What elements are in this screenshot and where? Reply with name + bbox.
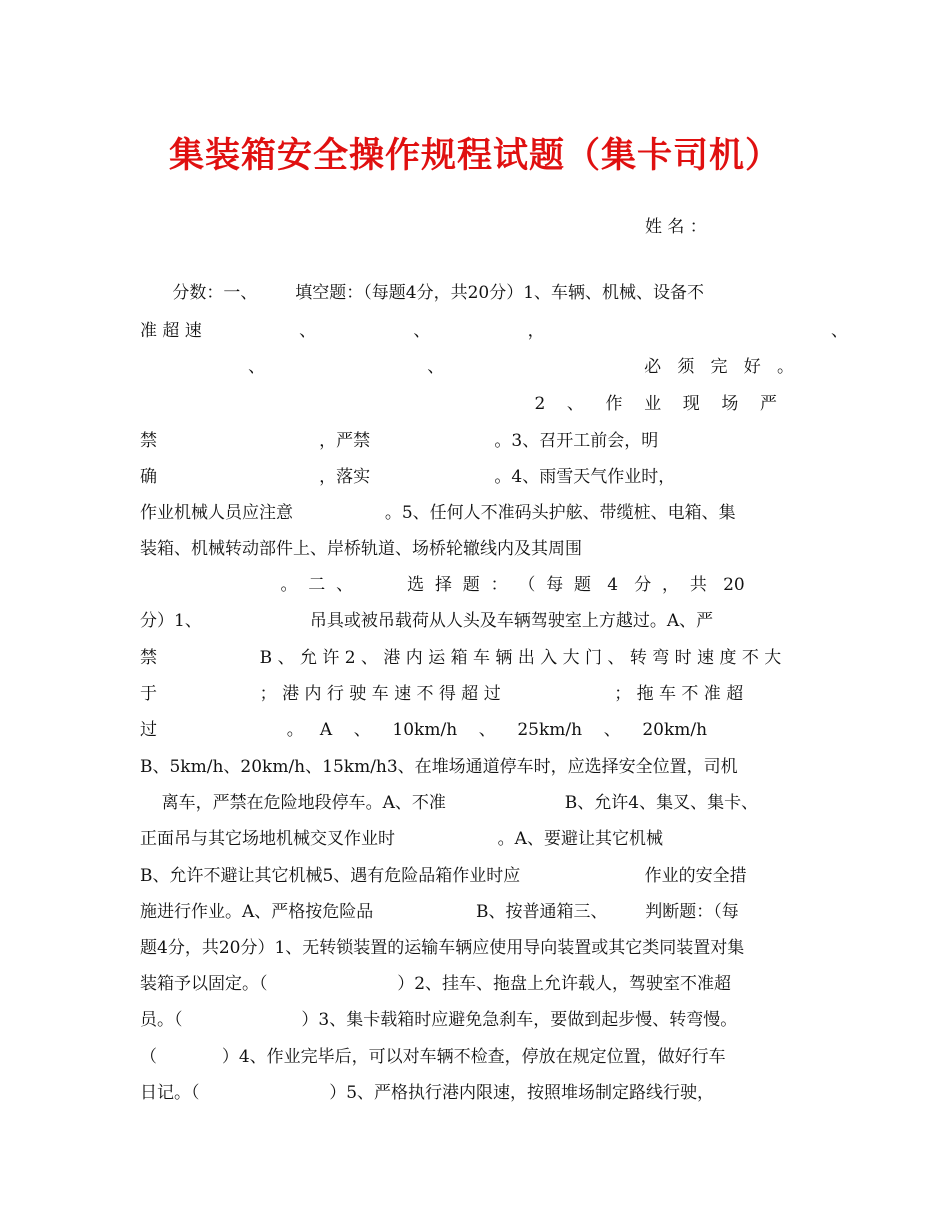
text-line: 禁 B 、 允 许 2 、 港 内 运 箱 车 辆 出 入 大 门 、 转 弯 时 速 度 不 大	[140, 648, 782, 668]
text-line: 分数：一、 填空题：（每题4分，共20分）1、车辆、机械、设备不	[140, 283, 705, 303]
text-line: 装箱予以固定。（ ）2、挂车、拖盘上允许载人，驾驶室不准超	[140, 974, 732, 994]
text-line: （ ）4、作业完毕后，可以对车辆不检查，停放在规定位置，做好行车	[140, 1047, 726, 1067]
text-line: 禁 ，严禁 。3、召开工前会，明	[140, 431, 659, 451]
text-line: 准 超 速 、 、 ， 、	[140, 321, 849, 341]
text-line: 员。（ ）3、集卡载箱时应避免急刹车，要做到起步慢、转弯慢。	[140, 1010, 738, 1030]
text-line: B、允许不避让其它机械5、遇有危险品箱作业时应 作业的安全措	[140, 866, 747, 886]
text-line: 正面吊与其它场地机械交叉作业时 。A、要避让其它机械	[140, 829, 663, 849]
text-line: 。 二 、 选 择 题 ： （ 每 题 4 分 ， 共 20	[140, 575, 745, 595]
text-line: 过 。 A 、 10km/h 、 25km/h 、 20km/h	[140, 720, 708, 740]
text-line: B、5km/h、20km/h、15km/h3、在堆场通道停车时，应选择安全位置，司机	[140, 757, 738, 777]
text-line: 确 ，落实 。4、雨雪天气作业时，	[140, 467, 676, 487]
text-line: 施进行作业。A、严格按危险品 B、按普通箱三、 判断题：（每	[140, 902, 739, 922]
text-line: 题4分，共20分）1、无转锁装置的运输车辆应使用导向装置或其它类同装置对集	[140, 938, 745, 958]
text-line: 、 、 必 须 完 好 。	[140, 357, 794, 377]
text-line: 分）1、 吊具或被吊载荷从人头及车辆驾驶室上方越过。A、严	[140, 611, 714, 631]
text-line: 离车，严禁在危险地段停车。A、不准 B、允许4、集叉、集卡、	[140, 793, 759, 813]
text-line: 于 ； 港 内 行 驶 车 速 不 得 超 过 ； 拖 车 不 准 超	[140, 684, 744, 704]
name-field-label: 姓 名 ：	[645, 217, 707, 237]
text-line: 2 、 作 业 现 场 严	[140, 394, 777, 414]
text-line: 装箱、机械转动部件上、岸桥轨道、场桥轮辙线内及其周围	[140, 539, 582, 559]
text-line: 日记。（ ）5、严格执行港内限速，按照堆场制定路线行驶，	[140, 1083, 715, 1103]
document-title: 集装箱安全操作规程试题（集卡司机）	[168, 136, 781, 176]
text-line: 作业机械人员应注意 。5、任何人不准码头护舷、带缆桩、电箱、集	[140, 503, 736, 523]
